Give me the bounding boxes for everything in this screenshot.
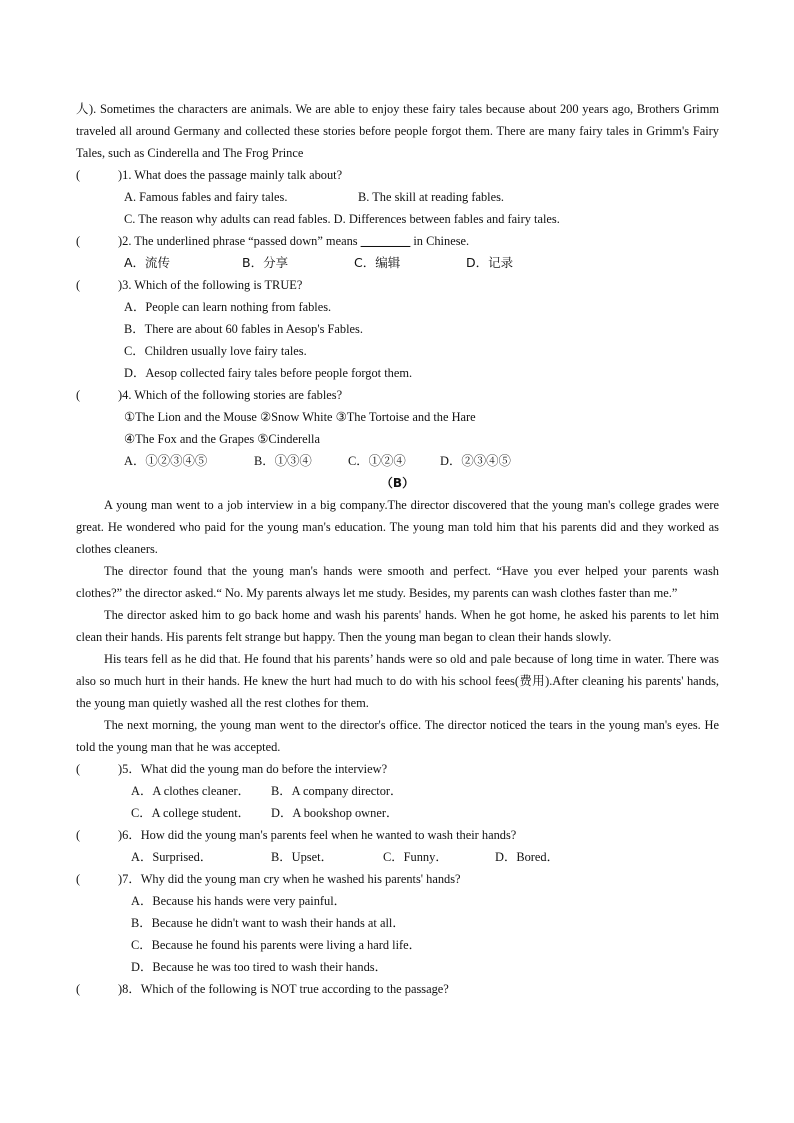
q7-option-a: A．Because his hands were very painful． (131, 894, 347, 908)
q1-options-row1 (76, 186, 719, 208)
q4-option-d: D．②③④⑤ (440, 454, 511, 468)
q4-option-b: B．①③④ (254, 454, 312, 468)
q2-options (76, 252, 719, 274)
q2-option-b: B．分享 (242, 255, 289, 270)
q3-option-c: C．Children usually love fairy tales. (124, 344, 307, 358)
q1-option-b: B. The skill at reading fables. (358, 190, 505, 204)
question-1: ( )1. What does the passage mainly talk about? (76, 168, 343, 182)
q7-option-c: C．Because he found his parents were living a hard life． (131, 938, 422, 952)
q2-option-c: C．编辑 (354, 255, 401, 270)
question-5: ( )5．What did the young man do before the interview? (76, 762, 388, 776)
q5-options-row1 (76, 780, 719, 802)
question-3: ( )3. Which of the following is TRUE? (76, 278, 303, 292)
question-4: ( )4. Which of the following stories are fables? (76, 388, 343, 402)
q6-options (76, 846, 719, 868)
passage-b-paragraph-5: The next morning, the young man went to the director's office. The director noticed the tears in the young man's eyes. He told the young man that he was accepted. (76, 718, 719, 754)
q6-option-a: A．Surprised． (131, 850, 213, 864)
q5-options-row2 (76, 802, 719, 824)
answer-blank: ________ (360, 234, 411, 248)
q3-option-b: B．There are about 60 fables in Aesop's Fables. (124, 322, 363, 336)
q6-option-c: C．Funny． (383, 850, 448, 864)
document-page (76, 98, 719, 1000)
q4-option-c: C．①②④ (348, 454, 406, 468)
q6-option-d: D．Bored． (495, 850, 560, 864)
q1-option-a: A. Famous fables and fairy tales. (124, 190, 288, 204)
q6-option-b: B．Upset． (271, 850, 333, 864)
q7-option-b: B．Because he didn't want to wash their hands at all． (131, 916, 405, 930)
q3-option-a: A．People can learn nothing from fables. (124, 300, 332, 314)
question-2: ( )2. The underlined phrase “passed down” means ________ in Chinese. (76, 234, 470, 248)
q1-options-row2 (76, 208, 719, 230)
passage-b-paragraph-1: A young man went to a job interview in a big company.The director discovered that the young man's college grades were great. He wondered who paid for the young man's education. The young man told him that his parents did and they worked as clothes cleaners. (76, 498, 719, 556)
q5-option-d: D．A bookshop owner． (271, 806, 399, 820)
question-7: ( )7．Why did the young man cry when he washed his parents' hands? (76, 872, 461, 886)
q4-options (76, 450, 719, 472)
q4-story-list-1: ①The Lion and the Mouse ②Snow White ③The Tortoise and the Hare (124, 410, 476, 424)
q1-option-c: C. The reason why adults can read fables. (124, 212, 331, 226)
q2-option-a: A．流传 (124, 255, 171, 270)
q5-option-b: B．A company director． (271, 784, 403, 798)
passage-a-tail: 人). Sometimes the characters are animals. We are able to enjoy these fairy tales because about 200 years ago, Brothers Grimm traveled all around Germany and collected these stories before people forgot them. There are many fairy tales in Grimm's Fairy Tales, such as Cinderella and The Frog Prince (76, 102, 719, 160)
section-title-b: （B） (380, 476, 415, 490)
passage-b-paragraph-2: The director found that the young man's hands were smooth and perfect. “Have you ever helped your parents wash clothes?” the director asked.“ No. My parents always let me study. Besides, my parents can wash clothes faster than me.” (76, 564, 719, 600)
q2-option-d: D．记录 (466, 255, 514, 270)
q4-option-a: A．①②③④⑤ (124, 454, 208, 468)
q5-option-c: C．A college student． (131, 806, 251, 820)
question-8: ( )8．Which of the following is NOT true according to the passage? (76, 982, 449, 996)
q7-option-d: D．Because he was too tired to wash their hands． (131, 960, 388, 974)
q4-story-list-2: ④The Fox and the Grapes ⑤Cinderella (124, 432, 320, 446)
passage-b-paragraph-4: His tears fell as he did that. He found that his parents’ hands were so old and pale because of long time in water. There was also so much hurt in their hands. He knew the hurt had much to do with his school fees(费用).After cleaning his parents' hands, the young man quietly washed all the rest clothes for them. (76, 652, 719, 710)
q3-option-d: D．Aesop collected fairy tales before people forgot them. (124, 366, 413, 380)
passage-b-paragraph-3: The director asked him to go back home and wash his parents' hands. When he got home, he asked his parents to let him clean their hands. His parents felt strange but happy. Then the young man began to clean their hands slowly. (76, 608, 719, 644)
q5-option-a: A．A clothes cleaner． (131, 784, 251, 798)
question-6: ( )6．How did the young man's parents feel when he wanted to wash their hands? (76, 828, 517, 842)
q1-option-d: D. Differences between fables and fairy tales. (333, 212, 560, 226)
